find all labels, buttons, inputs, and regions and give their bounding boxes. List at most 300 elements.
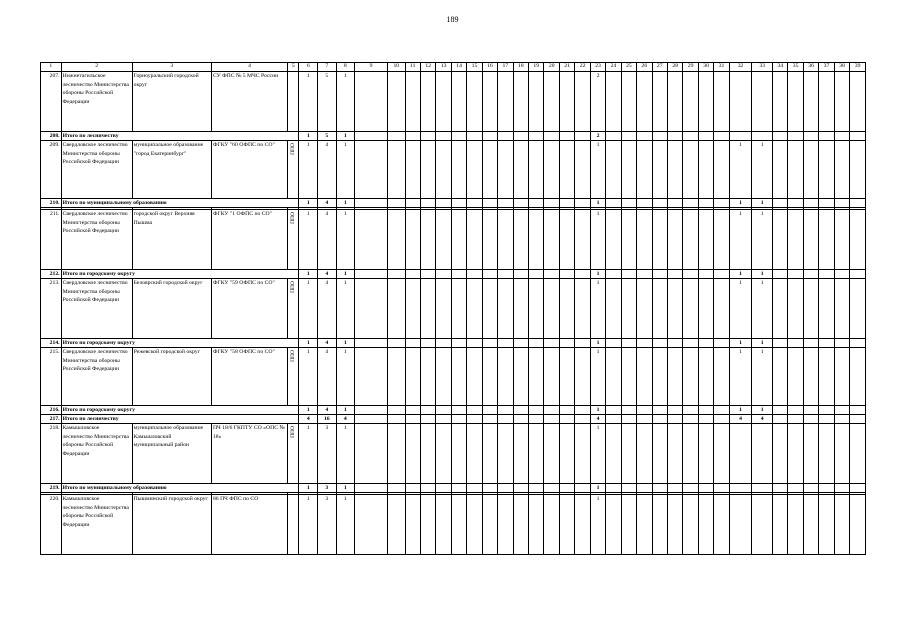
table-cell (482, 484, 497, 493)
table-cell (559, 72, 574, 132)
table-cell (467, 132, 482, 141)
table-cell (529, 279, 544, 339)
table-cell: 1 (336, 72, 355, 132)
table-cell (498, 484, 513, 493)
table-cell (772, 348, 787, 406)
table-cell (772, 72, 787, 132)
table-cell: 1 (590, 279, 605, 339)
table-cell (850, 424, 866, 484)
table-cell (606, 348, 621, 406)
table-cell (667, 132, 682, 141)
table-cell (621, 141, 636, 199)
total-row (41, 270, 866, 279)
table-cell: ФГКУ "58 ОФПС по СО" (211, 348, 287, 406)
table-cell: 1 (299, 132, 318, 141)
table-cell (714, 339, 729, 348)
table-cell (513, 72, 528, 132)
table-cell (834, 415, 849, 424)
table-cell (803, 348, 818, 406)
table-cell (388, 270, 406, 279)
table-cell (606, 72, 621, 132)
table-cell (834, 279, 849, 339)
table-cell: 1 (752, 210, 773, 270)
table-cell: городской округ Верхняя Пышма (132, 210, 211, 270)
table-cell (698, 495, 713, 555)
table-cell (667, 141, 682, 199)
table-cell (667, 484, 682, 493)
table-cell (575, 339, 590, 348)
column-header: 16 (482, 63, 497, 72)
table-cell (498, 270, 513, 279)
table-cell (683, 270, 698, 279)
table-cell (683, 132, 698, 141)
table-cell (288, 72, 299, 132)
table-cell: 1 (590, 339, 605, 348)
table-cell (498, 415, 513, 424)
table-cell (513, 415, 528, 424)
table-cell (575, 415, 590, 424)
table-cell: 4 (299, 415, 318, 424)
table-cell (467, 279, 482, 339)
table-cell: 1 (336, 210, 355, 270)
table-cell (698, 132, 713, 141)
table-cell (388, 132, 406, 141)
table-cell: 4 (318, 199, 337, 208)
table-cell (529, 132, 544, 141)
table-cell: 1 (752, 199, 773, 208)
table-cell (559, 339, 574, 348)
table-cell (606, 424, 621, 484)
table-cell (621, 348, 636, 406)
table-cell (637, 406, 652, 415)
column-header: 33 (752, 63, 773, 72)
table-cell (772, 141, 787, 199)
table-cell (467, 495, 482, 555)
table-cell (698, 210, 713, 270)
table-cell (482, 199, 497, 208)
table-cell (850, 210, 866, 270)
table-cell (436, 484, 451, 493)
table-cell (714, 484, 729, 493)
table-cell (698, 484, 713, 493)
table-cell: 1 (299, 406, 318, 415)
column-header: 20 (544, 63, 559, 72)
table-cell (683, 339, 698, 348)
table-cell (513, 199, 528, 208)
table-cell (451, 406, 466, 415)
table-cell: 1 (729, 339, 752, 348)
table-cell (683, 72, 698, 132)
table-cell (420, 484, 435, 493)
table-cell (451, 210, 466, 270)
table-cell (683, 141, 698, 199)
table-cell (714, 279, 729, 339)
table-cell (388, 406, 406, 415)
table-cell: 1 (336, 495, 355, 555)
table-cell (803, 424, 818, 484)
table-cell (714, 132, 729, 141)
table-cell (482, 270, 497, 279)
column-header: 26 (637, 63, 652, 72)
table-cell (529, 484, 544, 493)
table-cell (850, 132, 866, 141)
table-cell: 4 (318, 279, 337, 339)
table-cell (667, 210, 682, 270)
column-header: 9 (355, 63, 388, 72)
table-cell (544, 141, 559, 199)
column-header: 18 (513, 63, 528, 72)
table-cell (529, 339, 544, 348)
table-cell: Итого по городскому округу (61, 339, 299, 348)
table-cell (714, 141, 729, 199)
table-cell (850, 406, 866, 415)
table-cell (482, 495, 497, 555)
column-header: 22 (575, 63, 590, 72)
table-cell: 2 (590, 132, 605, 141)
column-header: 13 (436, 63, 451, 72)
table-cell (683, 279, 698, 339)
column-header: 27 (652, 63, 667, 72)
table-cell (529, 415, 544, 424)
table-cell (482, 279, 497, 339)
table-cell: 1 (590, 406, 605, 415)
column-header: 23 (590, 63, 605, 72)
column-number-row (41, 63, 866, 72)
table-cell (559, 415, 574, 424)
table-cell (819, 72, 834, 132)
table-cell: 1 (299, 424, 318, 484)
column-header: 28 (667, 63, 682, 72)
table-cell: 1 (729, 270, 752, 279)
table-cell (529, 270, 544, 279)
table-row (41, 72, 866, 132)
total-row (41, 484, 866, 493)
column-header: 34 (772, 63, 787, 72)
table-cell: Пышминский городской округ (132, 495, 211, 555)
table-cell (529, 348, 544, 406)
table-cell (667, 415, 682, 424)
table-cell (729, 72, 752, 132)
table-cell (482, 132, 497, 141)
table-cell: Итого по городскому округу (61, 270, 299, 279)
table-cell (575, 348, 590, 406)
table-cell: 219. (41, 484, 62, 493)
table-cell (498, 348, 513, 406)
table-cell (834, 199, 849, 208)
table-cell: 1 (752, 406, 773, 415)
table-cell: 1 (590, 348, 605, 406)
table-cell (606, 141, 621, 199)
column-header: 14 (451, 63, 466, 72)
column-header: 1 (41, 63, 62, 72)
table-cell (544, 270, 559, 279)
table-cell (544, 199, 559, 208)
table-cell (288, 210, 299, 270)
table-cell: 1 (590, 210, 605, 270)
table-cell (698, 279, 713, 339)
table-cell (405, 424, 420, 484)
table-cell (544, 495, 559, 555)
table-cell: СУ ФПС № 5 МЧС России (211, 72, 287, 132)
table-cell (498, 279, 513, 339)
table-cell (355, 406, 388, 415)
table-cell (355, 72, 388, 132)
table-cell (621, 132, 636, 141)
table-cell (637, 424, 652, 484)
table-cell: 1 (590, 484, 605, 493)
table-cell (621, 484, 636, 493)
table-cell: 16 (318, 415, 337, 424)
table-cell (788, 72, 803, 132)
table-cell (788, 406, 803, 415)
table-cell (405, 132, 420, 141)
table-cell: 3 (318, 484, 337, 493)
table-cell (405, 210, 420, 270)
table-cell (482, 141, 497, 199)
table-cell (788, 132, 803, 141)
table-cell (819, 210, 834, 270)
table-cell (606, 495, 621, 555)
table-cell (729, 424, 752, 484)
table-cell (467, 141, 482, 199)
table-cell: Итого по муниципальному образованию (61, 199, 299, 208)
table-cell (498, 141, 513, 199)
table-cell (420, 339, 435, 348)
table-cell (803, 406, 818, 415)
table-cell (772, 132, 787, 141)
table-cell (482, 406, 497, 415)
table-cell (772, 415, 787, 424)
table-cell (544, 339, 559, 348)
table-cell: 1 (590, 270, 605, 279)
table-cell: ФГКУ "1 ОФПС по СО" (211, 210, 287, 270)
table-cell (288, 495, 299, 555)
table-cell: 1 (752, 141, 773, 199)
table-cell (436, 210, 451, 270)
table-cell (529, 424, 544, 484)
table-cell (405, 199, 420, 208)
table-cell (803, 210, 818, 270)
table-cell (529, 72, 544, 132)
table-cell (819, 141, 834, 199)
table-cell (652, 348, 667, 406)
column-header: 38 (834, 63, 849, 72)
column-header: 36 (803, 63, 818, 72)
column-header: 31 (714, 63, 729, 72)
table-cell (405, 339, 420, 348)
table-cell: 1 (299, 339, 318, 348)
table-cell (621, 270, 636, 279)
table-cell (667, 72, 682, 132)
table-cell (388, 495, 406, 555)
table-cell: ПЧ 18/6 ГКПТУ СО «ОПС № 18» (211, 424, 287, 484)
table-cell (559, 484, 574, 493)
table-cell (575, 72, 590, 132)
column-header: 25 (621, 63, 636, 72)
table-cell (559, 199, 574, 208)
table-cell (788, 415, 803, 424)
column-header: 8 (336, 63, 355, 72)
table-cell (683, 210, 698, 270)
table-cell (498, 199, 513, 208)
table-cell: 213. (41, 279, 62, 339)
table-cell (544, 210, 559, 270)
table-cell (467, 424, 482, 484)
table-cell (436, 339, 451, 348)
table-cell (803, 72, 818, 132)
table-cell (467, 406, 482, 415)
table-cell (288, 424, 299, 484)
table-cell (451, 199, 466, 208)
table-cell (388, 279, 406, 339)
table-cell (621, 424, 636, 484)
table-cell: 1 (336, 348, 355, 406)
table-cell (834, 339, 849, 348)
table-cell (752, 424, 773, 484)
table-cell (652, 199, 667, 208)
table-cell: 4 (590, 415, 605, 424)
table-cell (752, 132, 773, 141)
column-header: 17 (498, 63, 513, 72)
table-cell (355, 210, 388, 270)
table-cell (513, 484, 528, 493)
table-cell (405, 141, 420, 199)
table-cell (637, 72, 652, 132)
table-cell: 4 (318, 210, 337, 270)
table-cell: 215. (41, 348, 62, 406)
table-cell (637, 484, 652, 493)
table-cell (652, 270, 667, 279)
table-cell (698, 199, 713, 208)
table-cell: 214. (41, 339, 62, 348)
table-cell (575, 484, 590, 493)
table-cell: 1 (336, 424, 355, 484)
table-cell (850, 415, 866, 424)
table-cell (772, 210, 787, 270)
vertical-label: ППО (290, 350, 297, 362)
table-cell (467, 210, 482, 270)
table-cell (819, 348, 834, 406)
table-cell (513, 141, 528, 199)
table-cell (451, 72, 466, 132)
table-cell (513, 406, 528, 415)
table-cell (388, 210, 406, 270)
table-cell (575, 495, 590, 555)
table-cell (819, 484, 834, 493)
table-cell (819, 495, 834, 555)
table-cell (683, 199, 698, 208)
table-cell (819, 199, 834, 208)
table-cell (652, 141, 667, 199)
table-cell (405, 348, 420, 406)
table-cell: 217. (41, 415, 62, 424)
table-cell (637, 279, 652, 339)
table-cell (803, 339, 818, 348)
table-cell (529, 199, 544, 208)
table-cell: 1 (299, 495, 318, 555)
table-cell: Итого по муниципальному образованию (61, 484, 299, 493)
table-cell (803, 132, 818, 141)
table-cell (683, 415, 698, 424)
table-cell (355, 484, 388, 493)
table-cell: 5 (318, 72, 337, 132)
table-cell (513, 424, 528, 484)
table-cell: 1 (299, 210, 318, 270)
column-header: 2 (61, 63, 132, 72)
table-cell (405, 484, 420, 493)
table-cell (788, 348, 803, 406)
table-cell (405, 406, 420, 415)
table-cell (436, 424, 451, 484)
table-cell (621, 339, 636, 348)
table-cell (559, 495, 574, 555)
table-cell (388, 339, 406, 348)
table-cell (788, 339, 803, 348)
table-cell (683, 406, 698, 415)
table-cell (544, 406, 559, 415)
table-cell: Режевской городской округ (132, 348, 211, 406)
table-cell: Камышловское лесничество Министерства обороны Российской Федерации (61, 424, 132, 484)
table-cell (288, 141, 299, 199)
table-cell (388, 424, 406, 484)
table-cell (498, 406, 513, 415)
table-cell (729, 132, 752, 141)
column-header: 39 (850, 63, 866, 72)
table-cell (850, 495, 866, 555)
table-cell (803, 415, 818, 424)
total-row (41, 339, 866, 348)
column-header: 30 (698, 63, 713, 72)
table-cell (652, 415, 667, 424)
table-cell (698, 339, 713, 348)
table-cell (467, 72, 482, 132)
table-cell (606, 339, 621, 348)
table-cell (436, 279, 451, 339)
table-cell (819, 424, 834, 484)
table-cell (683, 424, 698, 484)
table-row (41, 424, 866, 484)
table-cell: 4 (318, 348, 337, 406)
column-header: 11 (405, 63, 420, 72)
table-cell (834, 484, 849, 493)
table-cell: Итого по городскому округу (61, 406, 299, 415)
column-header: 10 (388, 63, 406, 72)
table-cell (667, 406, 682, 415)
table-cell (834, 424, 849, 484)
table-cell (559, 348, 574, 406)
table-cell (698, 406, 713, 415)
table-cell: Свердловское лесничество Министерства обороны Российской Федерации (61, 348, 132, 406)
table-cell (420, 270, 435, 279)
table-cell (482, 415, 497, 424)
table-cell: 207. (41, 72, 62, 132)
table-cell (752, 484, 773, 493)
table-cell: ФГКУ "60 ОФПС по СО" (211, 141, 287, 199)
table-cell: 208. (41, 132, 62, 141)
table-cell (652, 279, 667, 339)
table-cell (544, 72, 559, 132)
table-cell (513, 132, 528, 141)
table-cell (544, 415, 559, 424)
table-cell (606, 406, 621, 415)
table-cell: Свердловское лесничество Министерства обороны Российской Федерации (61, 210, 132, 270)
table-cell (482, 210, 497, 270)
table-cell (667, 270, 682, 279)
table-cell (498, 339, 513, 348)
table-cell (772, 270, 787, 279)
total-row (41, 415, 866, 424)
table-cell: 3 (318, 495, 337, 555)
